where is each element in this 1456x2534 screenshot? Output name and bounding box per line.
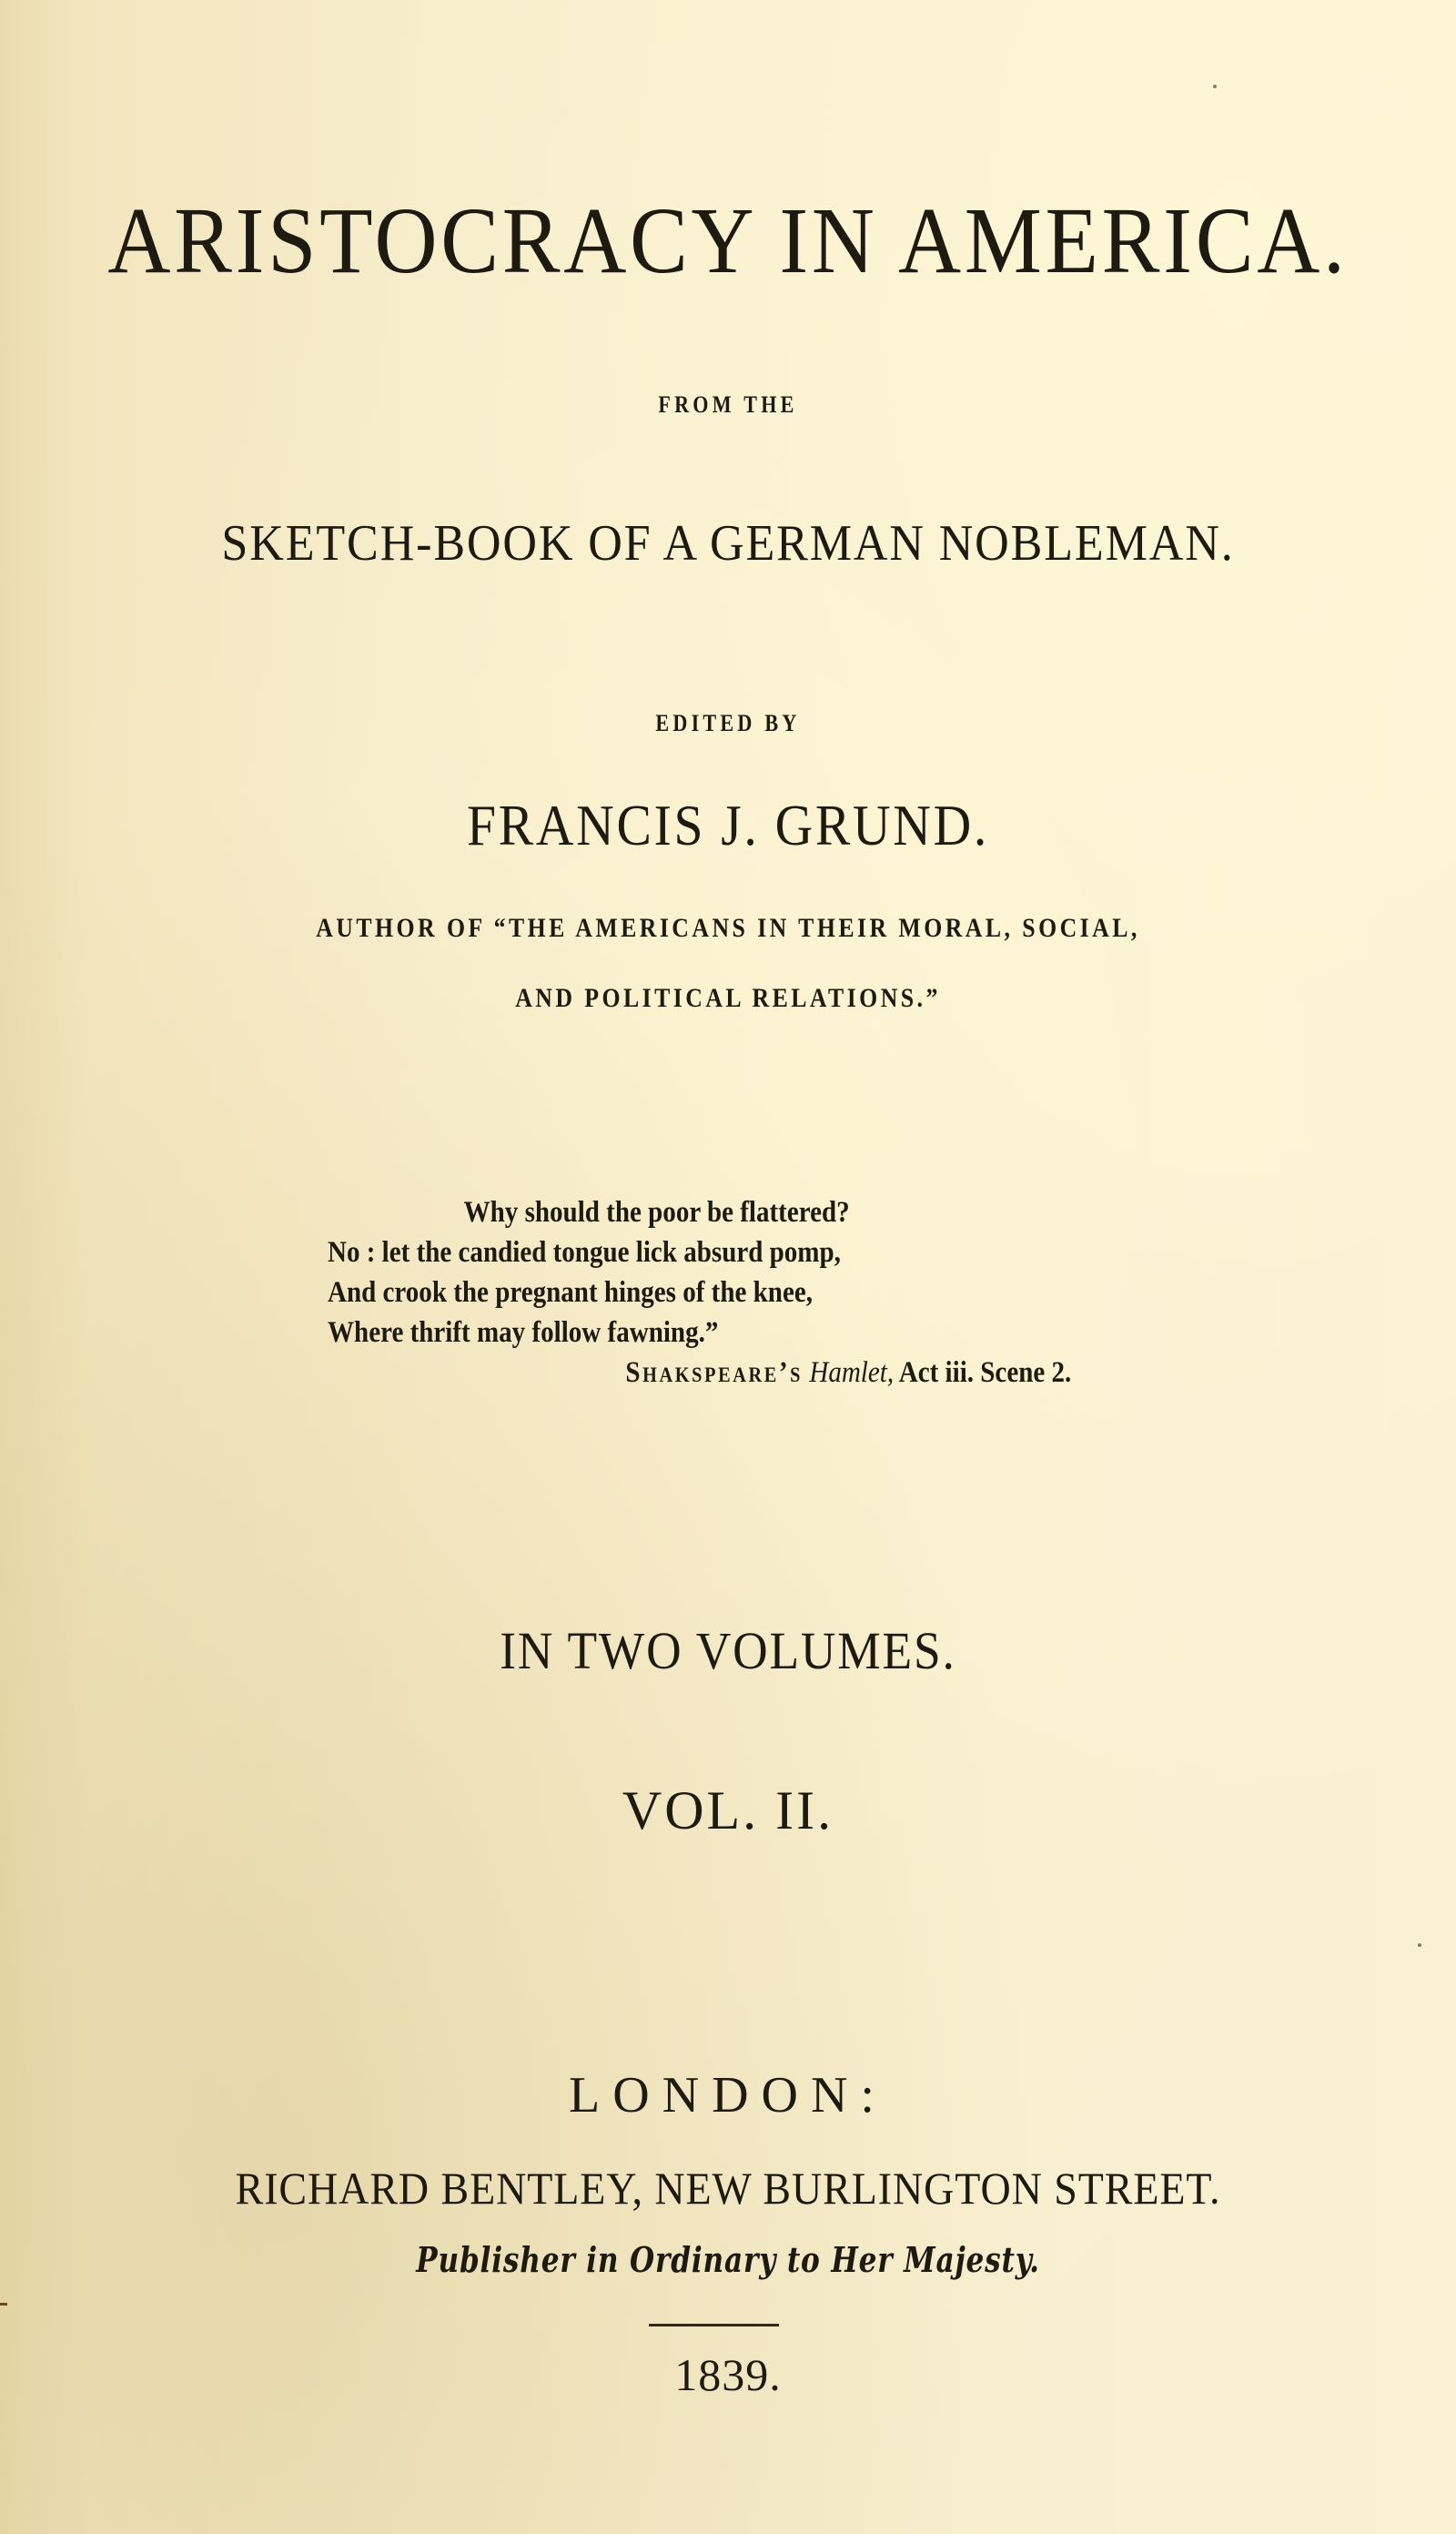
book-title: ARISTOCRACY IN AMERICA. <box>107 188 1349 293</box>
epigraph-line: Why should the poor be flattered? <box>463 1196 850 1229</box>
epigraph-line: No : let the candied tongue lick absurd pomp, <box>328 1236 841 1269</box>
imprint-city: LONDON: <box>569 2067 887 2123</box>
attribution-author: Shakspeare’s <box>625 1356 804 1389</box>
edited-by-label: EDITED BY <box>655 710 801 736</box>
editor-name: FRANCIS J. GRUND. <box>466 793 990 857</box>
from-the-label: FROM THE <box>658 391 798 418</box>
imprint-publisher: RICHARD BENTLEY, NEW BURLINGTON STREET. <box>235 2163 1221 2214</box>
volumes-statement: IN TWO VOLUMES. <box>500 1621 956 1680</box>
imprint-publisher-role: Publisher in Ordinary to Her Majesty. <box>416 2239 1040 2280</box>
paper-speck <box>1418 1943 1421 1947</box>
attribution-location: Act iii. Scene 2. <box>898 1356 1072 1389</box>
page-edge-mark <box>0 2303 7 2306</box>
divider-rule <box>649 2324 779 2326</box>
author-credit-line-1: AUTHOR OF “THE AMERICANS IN THEIR MORAL, SOCIAL, <box>316 913 1140 943</box>
paper-speck <box>1213 85 1217 88</box>
imprint-year: 1839. <box>674 2349 782 2400</box>
volume-number: VOL. II. <box>622 1780 834 1840</box>
epigraph-line: Where thrift may follow fawning.” <box>328 1316 719 1349</box>
epigraph <box>328 1192 1383 1393</box>
book-subtitle: SKETCH-BOOK OF A GERMAN NOBLEMAN. <box>221 515 1235 572</box>
epigraph-line: And crook the pregnant hinges of the knee, <box>328 1276 813 1309</box>
author-credit-line-2: AND POLITICAL RELATIONS.” <box>515 983 941 1013</box>
epigraph-attribution <box>328 1353 1257 1393</box>
attribution-work: Hamlet, <box>809 1356 895 1389</box>
